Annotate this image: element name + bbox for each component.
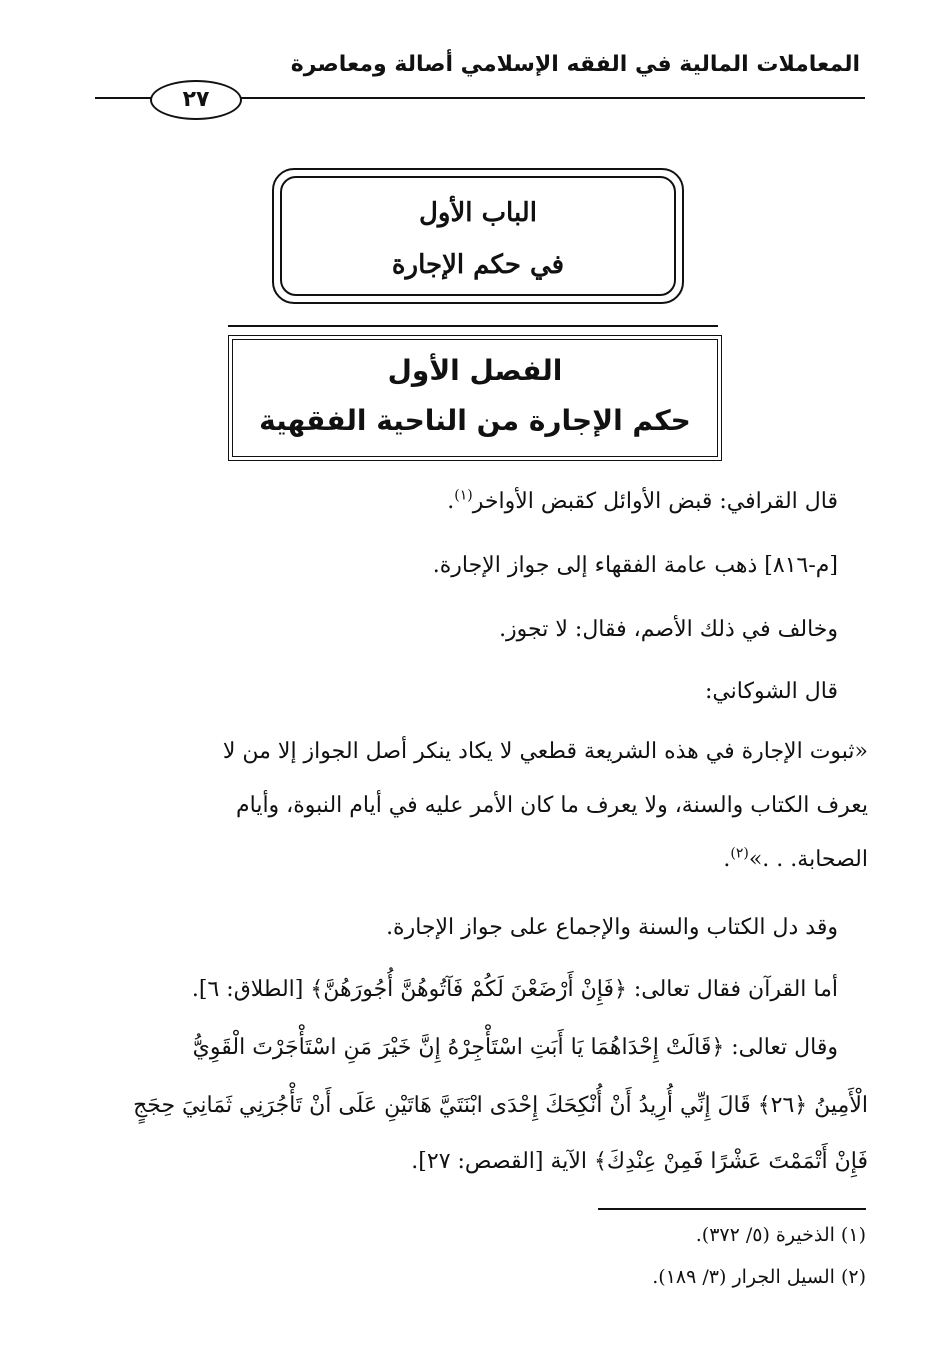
paragraph-quran-talaq: أما القرآن فقال تعالى: ﴿فَإِنْ أَرْضَعْنَ لَكُمْ فَآتُوهُنَّ أُجُورَهُنَّ﴾ [الطلاق: ٦]. bbox=[191, 977, 838, 1002]
page-number: ٢٧ bbox=[150, 80, 242, 120]
paragraph-asamm: وخالف في ذلك الأصم، فقال: لا تجوز. bbox=[499, 617, 838, 642]
quran-qasas-line-2: الْأَمِينُ ﴿٢٦﴾ قَالَ إِنِّي أُرِيدُ أَنْ أُنْكِحَكَ إِحْدَى ابْنَتَيَّ هَاتَيْنِ عَلَى أَنْ تَأْجُرَنِي ثَمَانِيَ حِجَجٍ bbox=[133, 1093, 868, 1118]
paragraph-shawkani-intro: قال الشوكاني: bbox=[704, 679, 838, 704]
section-subtitle: حكم الإجارة من الناحية الفقهية bbox=[259, 404, 691, 437]
footnote-rule bbox=[598, 1208, 866, 1210]
chapter-box bbox=[272, 168, 684, 304]
quran-qasas-line-3: فَإِنْ أَتْمَمْتَ عَشْرًا فَمِنْ عِنْدِكَ﴾ الآية [القصص: ٢٧]. bbox=[411, 1149, 868, 1174]
paragraph-evidence: وقد دل الكتاب والسنة والإجماع على جواز الإجارة. bbox=[386, 915, 838, 940]
section-rule bbox=[228, 325, 718, 327]
quran-qasas-line-1: وقال تعالى: ﴿قَالَتْ إِحْدَاهُمَا يَا أَبَتِ اسْتَأْجِرْهُ إِنَّ خَيْرَ مَنِ اسْتَأْجَرْتَ الْقَوِيُّ bbox=[192, 1035, 838, 1060]
quote-line-3-end: . bbox=[723, 847, 731, 872]
section-title: الفصل الأول bbox=[387, 354, 563, 387]
quote-line-3-text: الصحابة. . .» bbox=[748, 847, 868, 872]
chapter-subtitle: في حكم الإجارة bbox=[391, 250, 565, 280]
footnote-2: (٢) السيل الجرار (٣/ ١٨٩). bbox=[652, 1266, 866, 1288]
paragraph-qarafi-end: . bbox=[447, 489, 455, 514]
section-box bbox=[228, 335, 722, 461]
running-header: المعاملات المالية في الفقه الإسلامي أصالة ومعاصرة bbox=[290, 52, 860, 77]
paragraph-jumhur: [م-٨١٦] ذهب عامة الفقهاء إلى جواز الإجارة. bbox=[432, 553, 838, 578]
footnote-ref-1: (١) bbox=[454, 487, 473, 504]
paragraph-qarafi bbox=[68, 474, 838, 530]
footnote-ref-2: (٢) bbox=[730, 845, 749, 862]
quote-line-1: «ثبوت الإجارة في هذه الشريعة قطعي لا يكاد ينكر أصل الجواز إلا من لا bbox=[222, 739, 868, 764]
footnote-1: (١) الذخيرة (٥/ ٣٧٢). bbox=[695, 1224, 866, 1246]
chapter-title: الباب الأول bbox=[419, 198, 537, 228]
quote-line-2: يعرف الكتاب والسنة، ولا يعرف ما كان الأمر عليه في أيام النبوة، وأيام bbox=[236, 793, 868, 818]
quote-line-3 bbox=[98, 832, 868, 888]
paragraph-qarafi-text: قال القرافي: قبض الأوائل كقبض الأواخر bbox=[472, 489, 838, 514]
